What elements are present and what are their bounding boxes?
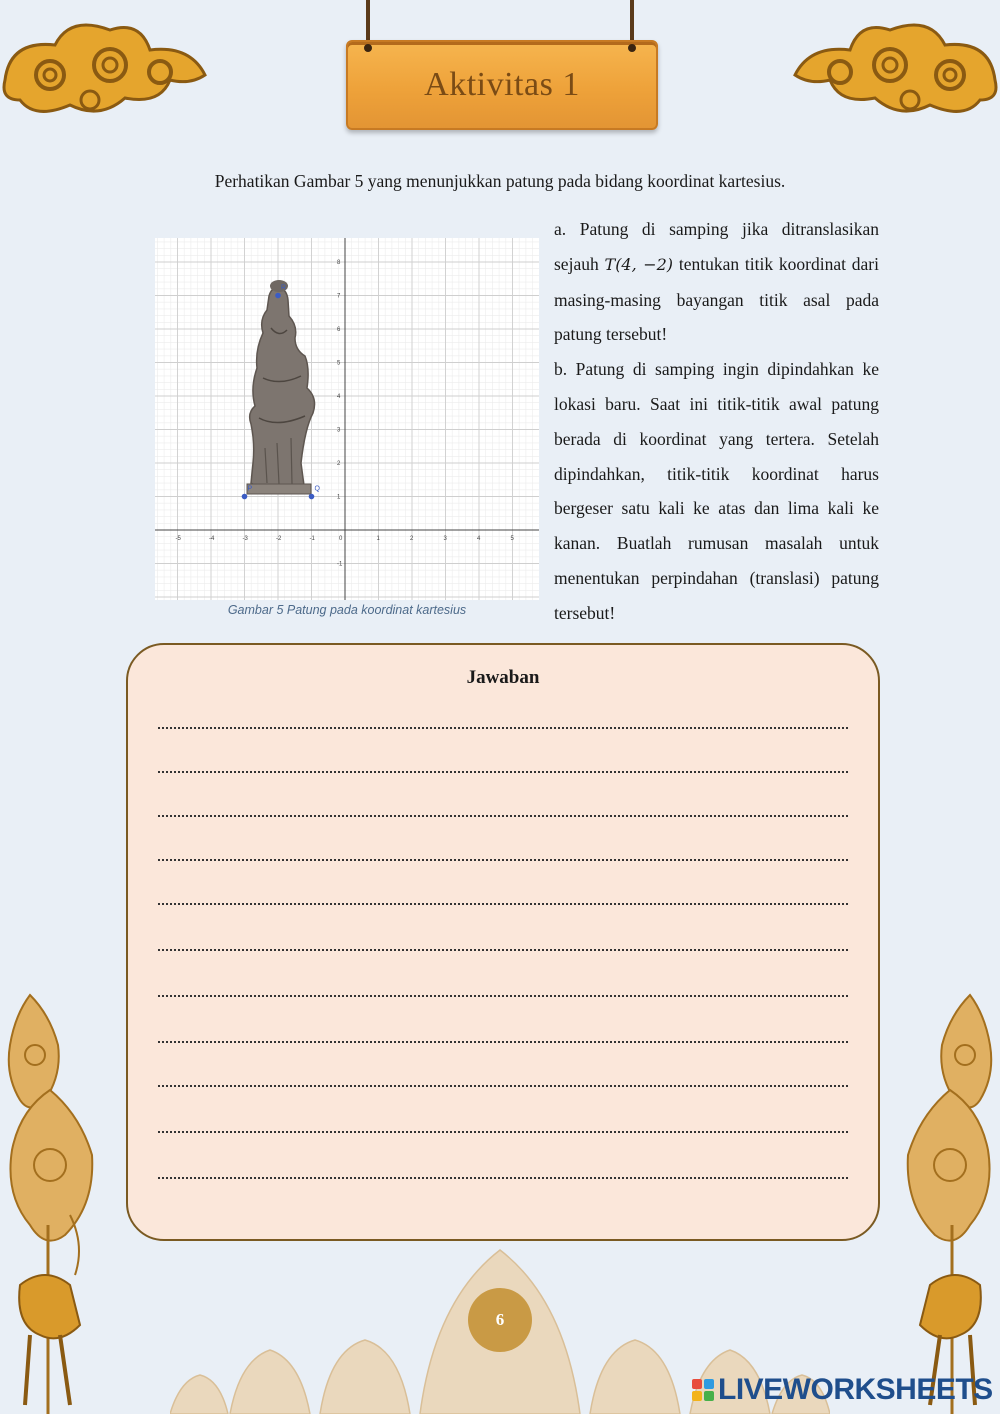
x-tick-label: 3 — [443, 536, 447, 542]
question-a-suffix: tentukan titik koordinat dari masing-masing bayangan titik asal pada patung tersebut! — [554, 253, 879, 345]
y-tick-label: -1 — [337, 561, 343, 568]
coordinate-grid — [155, 238, 539, 600]
point-label-p: P — [247, 485, 253, 493]
brand-text: LIVEWORKSHEETS — [718, 1373, 993, 1406]
answer-line-2[interactable] — [158, 771, 848, 773]
answer-box — [126, 643, 880, 1241]
point-label-r: R — [281, 284, 287, 292]
question-text — [554, 212, 879, 631]
cloud-ornament-left-icon — [0, 10, 215, 130]
point-label-q: Q — [314, 485, 320, 493]
answer-line-4[interactable] — [158, 859, 848, 861]
answer-line-6[interactable] — [158, 949, 848, 951]
statue-image — [247, 280, 315, 494]
coordinate-figure — [155, 238, 539, 600]
question-a-prefix: a. Patung di samping jika ditranslasikan sejauh — [554, 219, 879, 274]
y-tick-label: 4 — [337, 394, 341, 400]
wayang-ornament-left-icon — [0, 985, 130, 1414]
brand-icon — [692, 1379, 714, 1401]
point-q — [309, 494, 315, 500]
y-tick-label: 7 — [337, 293, 341, 300]
page-number-badge: 6 — [468, 1288, 532, 1352]
point-p — [242, 494, 248, 500]
answer-line-1[interactable] — [158, 727, 848, 729]
x-tick-label: -3 — [242, 536, 248, 542]
intro-text: Perhatikan Gambar 5 yang menunjukkan patung pada bidang koordinat kartesius. — [214, 171, 786, 191]
answer-line-10[interactable] — [158, 1131, 848, 1133]
sign-pin-right — [628, 44, 636, 52]
y-tick-label: 8 — [337, 260, 341, 266]
answer-line-8[interactable] — [158, 1041, 848, 1043]
cloud-ornament-right-icon — [788, 10, 1000, 130]
page-title: Aktivitas 1 — [424, 66, 580, 103]
x-tick-label: 4 — [477, 536, 481, 542]
y-tick-label: 6 — [337, 327, 341, 333]
answer-line-5[interactable] — [158, 903, 848, 905]
answer-line-11[interactable] — [158, 1177, 848, 1179]
liveworksheets-logo — [692, 1372, 993, 1408]
question-b: b. Patung di samping ingin dipindahkan ke lokasi baru. Saat ini titik-titik awal patung berada di koordinat yang tertera. Setelah dipindahkan, titik-titik koordinat harus bergeser satu kali ke atas dan lima kali ke kanan. Buatlah rumusan masalah untuk menentukan perpindahan (translasi) patung tersebut! — [554, 359, 879, 623]
x-tick-label: 5 — [510, 536, 514, 542]
answer-line-3[interactable] — [158, 815, 848, 817]
y-tick-label: 1 — [337, 494, 341, 501]
y-tick-label: 2 — [337, 461, 341, 467]
x-tick-label: -4 — [209, 536, 215, 542]
wayang-ornament-right-icon — [880, 985, 1000, 1414]
x-tick-label: 0 — [339, 536, 343, 542]
x-tick-label: -5 — [175, 536, 181, 542]
answer-line-9[interactable] — [158, 1085, 848, 1087]
answer-line-7[interactable] — [158, 995, 848, 997]
y-tick-label: 3 — [337, 427, 341, 434]
figure-caption: Gambar 5 Patung pada koordinat kartesius — [227, 603, 467, 617]
sign-pin-left — [364, 44, 372, 52]
x-tick-label: 2 — [410, 536, 414, 542]
x-tick-label: -1 — [309, 536, 315, 542]
question-a — [554, 212, 879, 352]
answer-title: Jawaban — [466, 667, 540, 688]
x-tick-label: -2 — [276, 536, 282, 542]
y-tick-label: 5 — [337, 360, 341, 367]
point-r — [275, 293, 281, 299]
activity-sign — [346, 40, 658, 130]
translation-vector: T(4, −2) — [604, 254, 674, 274]
x-tick-label: 1 — [376, 536, 380, 542]
